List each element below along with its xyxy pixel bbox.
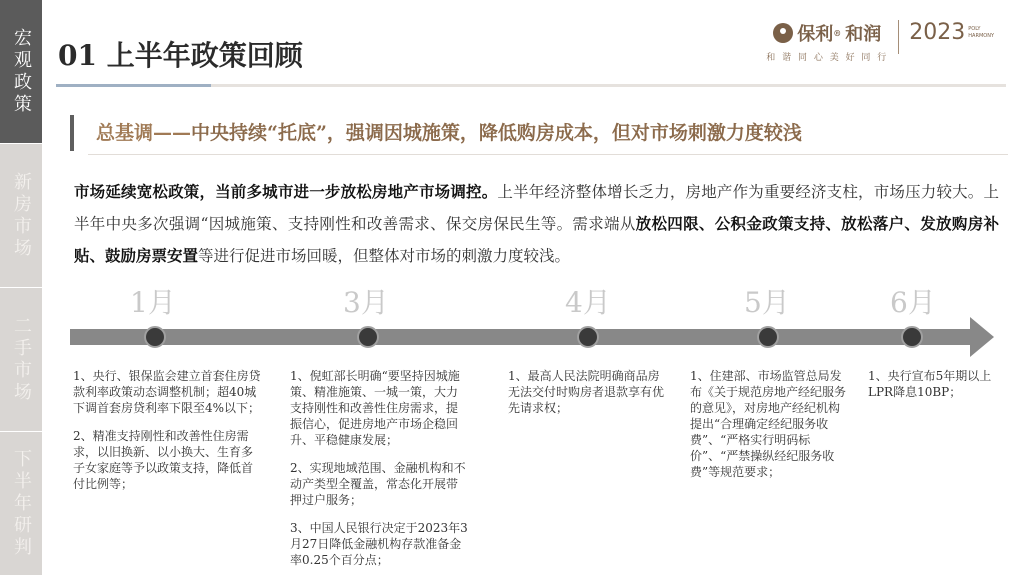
section-sidebar — [0, 0, 42, 576]
event-item: 1、住建部、市场监管总局发布《关于规范房地产经纪服务的意见》，对房地产经纪机构提出“合理确定经纪服务收费”、“严格实行明码标价”、“严禁操纵经纪服务收费”等规范要求； — [690, 369, 847, 479]
summary-text-2: 等进行促进市场回暖，但整体对市场的刺激力度较浅。 — [198, 247, 571, 265]
timeline-month-jun: 6月 — [890, 286, 936, 319]
event-item: 2、精准支持刚性和改善性住房需求，以旧换新、以小换大、生育多子女家庭等予以政策支持，降低首付比例等； — [73, 429, 254, 491]
summary-text-1: 上半年经济整体增长乏力，房地产作为重要经济支柱，市场压力较大。上半年中央多次强调“因城施策、支持刚性和改善需求、保交房保民生等。需求端从 — [74, 183, 999, 233]
header-divider-accent — [56, 84, 211, 87]
logo-registered-mark: ® — [833, 28, 842, 38]
timeline-node-jun — [901, 326, 923, 348]
event-item: 1、央行、银保监会建立首套住房贷款利率政策动态调整机制；超40城下调首套房贷利率下限至4%以下； — [73, 369, 261, 415]
summary-bold-1: 市场延续宽松政策，当前多城市进一步放松房地产市场调控。 — [74, 182, 498, 201]
timeline-node-apr — [577, 326, 599, 348]
timeline-track — [70, 329, 972, 345]
timeline-month-jan: 1月 — [130, 286, 176, 319]
logo-harmony-text: HARMONY — [968, 33, 994, 39]
sidebar-item-outlook[interactable]: 下半年研判 — [0, 432, 42, 576]
event-item: 1、倪虹部长明确“要坚持因城施策、精准施策、一城一策，大力支持刚性和改善性住房需求，提振信心，促进房地产市场企稳回升、平稳健康发展； — [290, 369, 460, 447]
sidebar-item-resale-market[interactable]: 二手市场 — [0, 288, 42, 432]
events-column-mar — [290, 368, 468, 580]
logo-poly-text: POLY — [968, 26, 981, 32]
event-item: 1、央行宣布5年期以上LPR降息10BP； — [868, 369, 992, 399]
keynote-marker — [70, 115, 74, 151]
sidebar-item-new-housing[interactable]: 新房市场 — [0, 144, 42, 288]
keynote-prefix: 总基调—— — [96, 122, 192, 144]
logo-brand-block — [766, 20, 888, 63]
timeline-arrow-icon — [970, 317, 994, 357]
logo-year: 2023 — [909, 20, 966, 45]
timeline-node-may — [757, 326, 779, 348]
timeline-month-may: 5月 — [744, 286, 790, 319]
events-column-jan — [73, 368, 263, 504]
logo-slogan: 和 谐 同 心 美 好 同 行 — [766, 53, 889, 63]
summary-paragraph — [74, 176, 999, 272]
event-item: 2、实现地域范围、金融机构和不动产类型全覆盖，常态化开展带押过户服务； — [290, 461, 466, 507]
logo-brand2-text: 和润 — [845, 24, 882, 45]
event-item: 3、中国人民银行决定于2023年3月27日降低金融机构存款准备金率0.25个百分点； — [290, 521, 468, 567]
timeline-month-mar: 3月 — [343, 286, 389, 319]
sidebar-item-macro-policy[interactable]: 宏观政策 — [0, 0, 42, 144]
logo-brand-text: 保利 — [797, 24, 834, 45]
logo-poly-harmony — [968, 26, 994, 40]
events-column-jun — [868, 368, 998, 412]
event-item: 1、最高人民法院明确商品房无法交付时购房者退款享有优先请求权； — [508, 369, 665, 415]
timeline-month-apr: 4月 — [565, 286, 611, 319]
poly-logo-icon — [773, 23, 793, 43]
keynote-text: 中央持续“托底”，强调因城施策，降低购房成本，但对市场刺激力度较浅 — [191, 122, 802, 144]
timeline-node-jan — [144, 326, 166, 348]
summary-bold-2: 放松四限、公积金政策支持、放松落户、发放购房补贴、鼓励房票安置 — [74, 214, 999, 265]
logo-divider — [898, 20, 899, 54]
keynote-divider — [88, 154, 1008, 155]
brand-logo — [766, 20, 994, 63]
events-column-apr — [508, 368, 668, 428]
page-title: 01 上半年政策回顾 — [58, 39, 303, 72]
keynote-heading — [96, 118, 802, 145]
timeline-node-mar — [357, 326, 379, 348]
events-column-may — [690, 368, 850, 492]
